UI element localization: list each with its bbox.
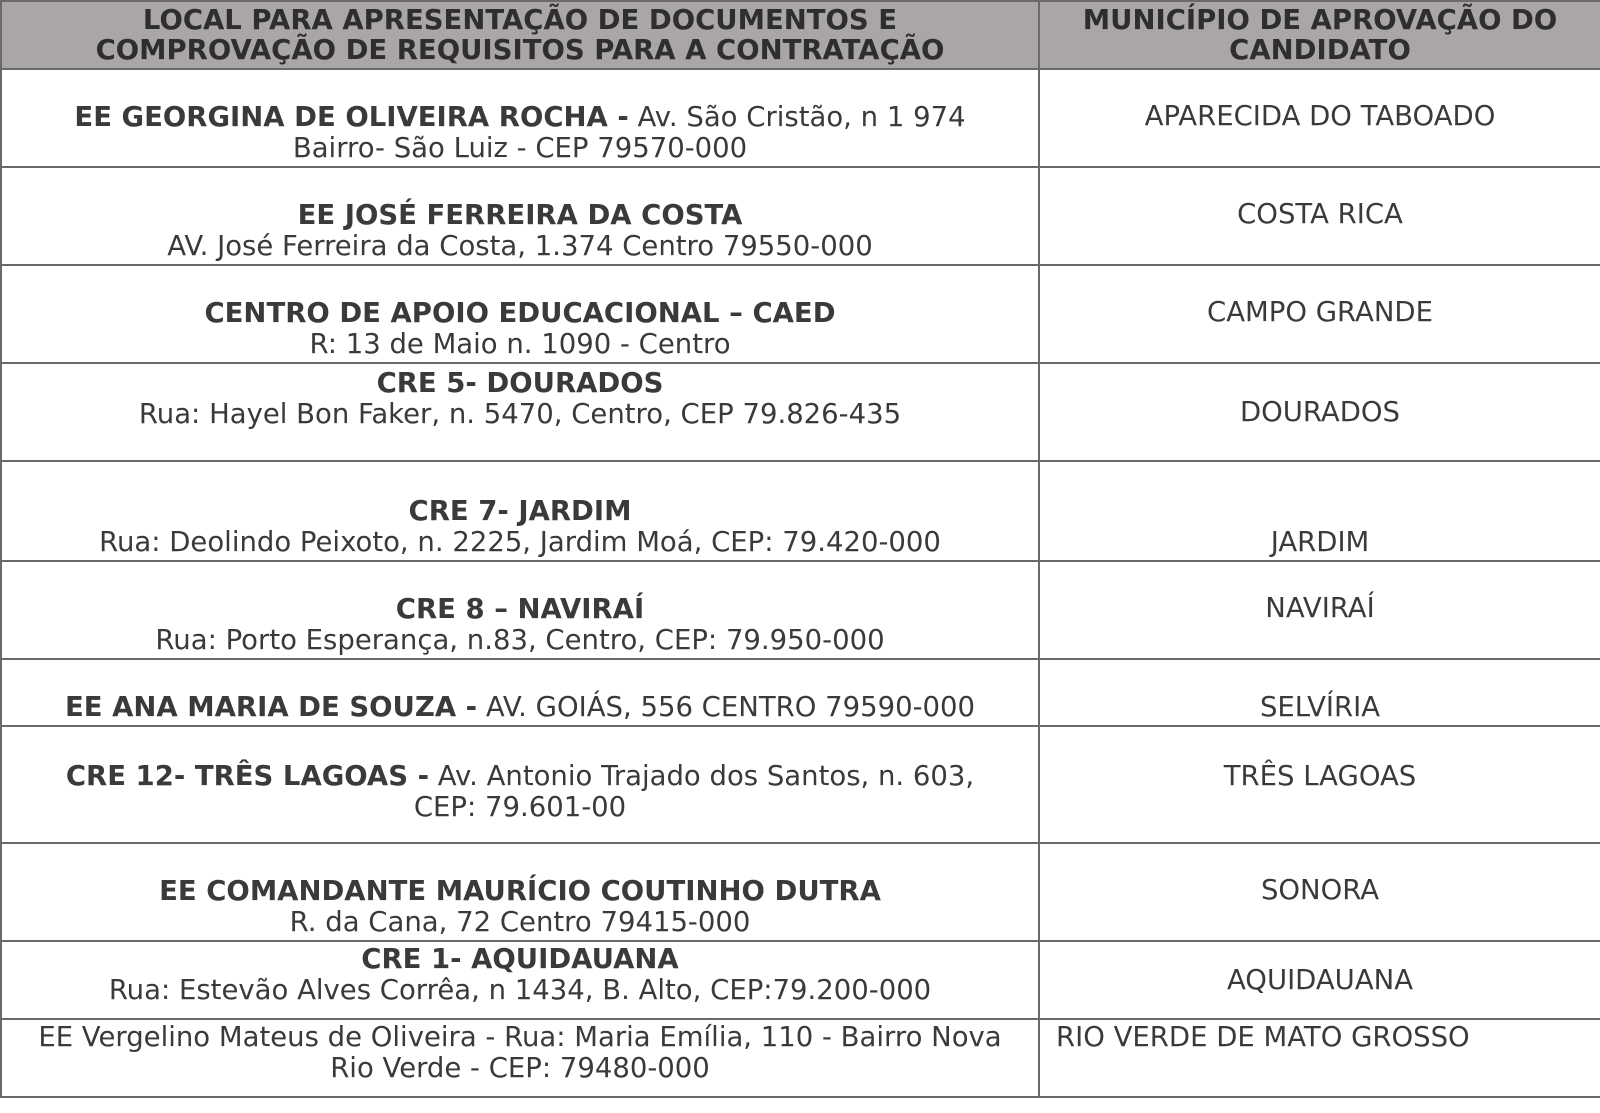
- location-address: Rua: Estevão Alves Corrêa, n 1434, B. Alto, CEP:79.200-000: [108, 974, 932, 1006]
- table-header-row: [1, 1, 1600, 69]
- location-name: EE GEORGINA DE OLIVEIRA ROCHA - Av. São Cristão, n 1 974: [74, 101, 966, 133]
- location-cell: [1, 167, 1039, 265]
- location-cell: [1, 843, 1039, 941]
- location-address: Rua: Porto Esperança, n.83, Centro, CEP: 79.950-000: [155, 624, 885, 656]
- location-cell: [1, 265, 1039, 363]
- location-cell: [1, 941, 1039, 1019]
- location-address: Bairro- São Luiz - CEP 79570-000: [292, 132, 748, 164]
- location-cell: [1, 659, 1039, 726]
- table-row: [1, 941, 1600, 1019]
- location-name: EE Vergelino Mateus de Oliveira - Rua: Maria Emília, 110 - Bairro Nova: [38, 1021, 1002, 1053]
- header-municipio-line-2: CANDIDATO: [1229, 34, 1411, 66]
- location-address: Rio Verde - CEP: 79480-000: [330, 1052, 710, 1084]
- location-address: R: 13 de Maio n. 1090 - Centro: [309, 328, 731, 360]
- location-name: CRE 5- DOURADOS: [376, 367, 664, 399]
- city-cell: DOURADOS: [1039, 363, 1600, 461]
- table-row: [1, 265, 1600, 363]
- location-cell: [1, 1019, 1039, 1097]
- city-cell: CAMPO GRANDE: [1039, 265, 1600, 363]
- table-row: [1, 363, 1600, 461]
- location-cell: [1, 69, 1039, 167]
- city-cell: JARDIM: [1039, 461, 1600, 561]
- city-cell: AQUIDAUANA: [1039, 941, 1600, 1019]
- location-address: R. da Cana, 72 Centro 79415-000: [289, 906, 751, 938]
- location-name: CRE 7- JARDIM: [408, 495, 632, 527]
- location-name: EE COMANDANTE MAURÍCIO COUTINHO DUTRA: [159, 875, 881, 907]
- location-cell: [1, 363, 1039, 461]
- location-cell: [1, 561, 1039, 659]
- table-row: [1, 69, 1600, 167]
- header-local: [1, 1, 1039, 69]
- table-row: [1, 461, 1600, 561]
- location-name: CRE 1- AQUIDAUANA: [361, 943, 679, 975]
- city-cell: SONORA: [1039, 843, 1600, 941]
- location-address: Rua: Hayel Bon Faker, n. 5470, Centro, CEP 79.826-435: [138, 398, 902, 430]
- location-address: CEP: 79.601-00: [413, 791, 627, 823]
- location-cell: [1, 461, 1039, 561]
- table-row: [1, 726, 1600, 843]
- city-cell: APARECIDA DO TABOADO: [1039, 69, 1600, 167]
- location-cell: [1, 726, 1039, 843]
- table-row: [1, 1019, 1600, 1097]
- location-name: EE JOSÉ FERREIRA DA COSTA: [297, 199, 743, 231]
- location-name: CENTRO DE APOIO EDUCACIONAL – CAED: [204, 297, 836, 329]
- table-row: [1, 561, 1600, 659]
- table-row: [1, 167, 1600, 265]
- location-address: AV. José Ferreira da Costa, 1.374 Centro 79550-000: [167, 230, 873, 262]
- header-local-line-1: LOCAL PARA APRESENTAÇÃO DE DOCUMENTOS E: [142, 4, 898, 36]
- city-cell: SELVÍRIA: [1039, 659, 1600, 726]
- table-row: [1, 843, 1600, 941]
- header-municipio-line-1: MUNICÍPIO DE APROVAÇÃO DO: [1082, 4, 1558, 36]
- location-name: CRE 12- TRÊS LAGOAS - Av. Antonio Trajado dos Santos, n. 603,: [65, 760, 975, 792]
- city-cell: COSTA RICA: [1039, 167, 1600, 265]
- city-cell: TRÊS LAGOAS: [1039, 726, 1600, 843]
- location-address: Rua: Deolindo Peixoto, n. 2225, Jardim Moá, CEP: 79.420-000: [99, 526, 941, 558]
- city-cell: RIO VERDE DE MATO GROSSO: [1039, 1019, 1600, 1097]
- header-municipio: [1039, 1, 1600, 69]
- location-name: CRE 8 – NAVIRAÍ: [395, 593, 645, 625]
- city-cell: NAVIRAÍ: [1039, 561, 1600, 659]
- table-row: [1, 659, 1600, 726]
- header-local-line-2: COMPROVAÇÃO DE REQUISITOS PARA A CONTRATAÇÃO: [95, 34, 945, 66]
- location-name: EE ANA MARIA DE SOUZA - AV. GOIÁS, 556 CENTRO 79590-000: [64, 691, 976, 723]
